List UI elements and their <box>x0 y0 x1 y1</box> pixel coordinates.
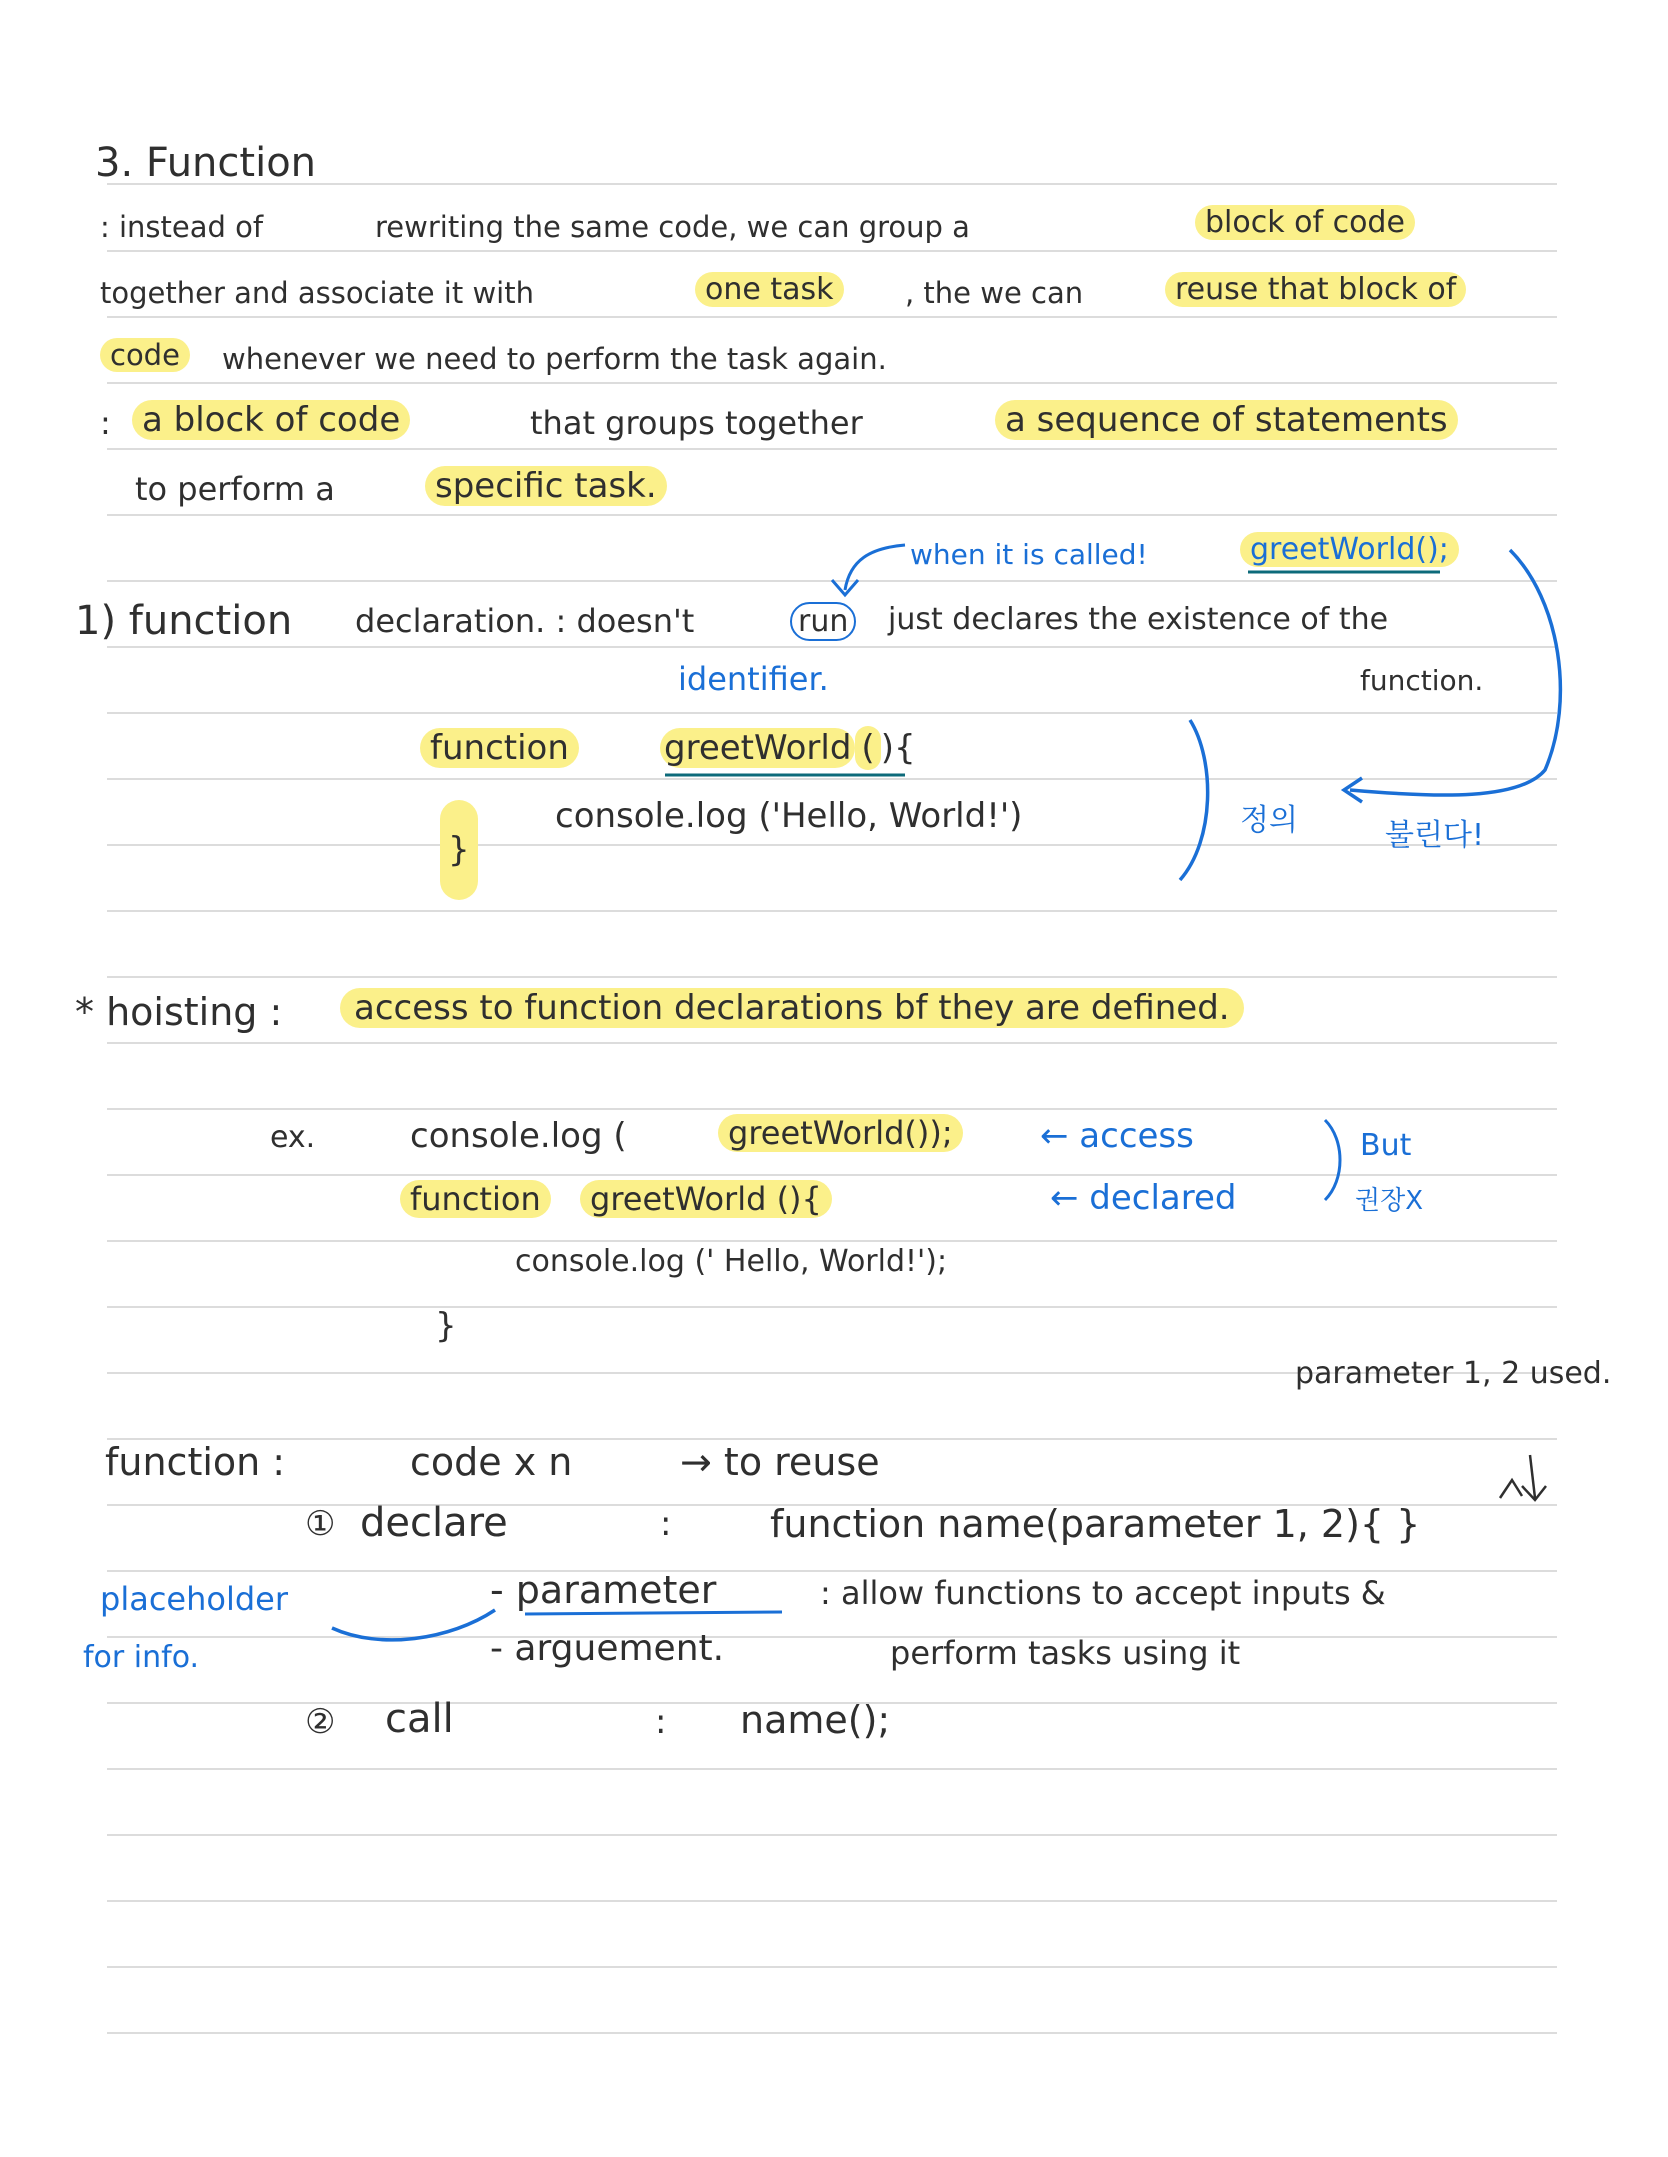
parameter-term: - parameter <box>490 1568 717 1612</box>
rule-line <box>107 514 1557 516</box>
declaration-bracket <box>1180 720 1208 880</box>
rule-line <box>107 382 1557 384</box>
rule-line <box>107 183 1557 185</box>
hoist-code-function-keyword: function <box>400 1180 551 1218</box>
function-label: function : <box>105 1440 286 1484</box>
highlight-sequence: a sequence of statements <box>995 400 1458 440</box>
hoisting-bracket <box>1325 1120 1340 1200</box>
code-keyword-function: function <box>420 728 579 768</box>
intro-text: , the we can <box>905 276 1084 310</box>
hoist-code-line-1: console.log ( <box>410 1116 627 1156</box>
hoist-code-function-name: greetWorld (){ <box>580 1180 832 1218</box>
rule-line <box>107 1042 1557 1044</box>
hoisting-label: * hoisting : <box>75 990 283 1034</box>
declaration-heading: 1) function <box>75 598 293 644</box>
parameter-underline <box>525 1612 782 1614</box>
run-word-circled: run <box>790 602 856 641</box>
parameter-hook <box>1500 1480 1522 1498</box>
intro-text: : instead of <box>100 210 264 244</box>
declare-label: declare <box>360 1500 508 1546</box>
identifier-note: identifier. <box>678 660 829 698</box>
rule-line <box>107 1900 1557 1902</box>
intro-text: whenever we need to perform the task again. <box>222 342 887 376</box>
declaration-label: declaration. : doesn't <box>355 602 695 640</box>
korean-called-note: 불린다! <box>1385 818 1484 853</box>
call-label: call <box>385 1696 454 1742</box>
rule-line <box>107 1108 1557 1110</box>
definition-text: to perform a <box>135 470 335 508</box>
rule-line <box>107 1636 1557 1638</box>
code-close-brace: } <box>440 800 478 900</box>
korean-define-note: 정의 <box>1240 803 1298 838</box>
highlight-block-of-code-2: a block of code <box>132 400 410 440</box>
declaration-text: function. <box>1360 664 1484 697</box>
call-code: name(); <box>740 1698 891 1742</box>
declare-colon: : <box>660 1504 672 1544</box>
call-colon: : <box>655 1702 667 1742</box>
for-info-note: for info. <box>83 1640 200 1675</box>
parameter-down-arrowhead <box>1522 1486 1546 1500</box>
highlight-block-of-code: block of code <box>1195 205 1415 240</box>
rule-line <box>107 316 1557 318</box>
rule-line <box>107 646 1557 648</box>
arrowhead-to-run <box>832 580 858 595</box>
parameter-description: : allow functions to accept inputs & <box>820 1574 1386 1612</box>
called-code: greetWorld(); <box>1240 532 1459 567</box>
hoisting-description: access to function declarations bf they are defined. <box>340 988 1244 1028</box>
intro-text: rewriting the same code, we can group a <box>375 210 970 244</box>
but-note: But <box>1360 1128 1412 1163</box>
rule-line <box>107 1768 1557 1770</box>
step-1-number: ① <box>305 1504 336 1544</box>
declare-code: function name(parameter 1, 2){ } <box>770 1502 1421 1546</box>
code-greetworld-group <box>660 728 916 768</box>
step-2-number: ② <box>305 1702 336 1742</box>
rule-line <box>107 1306 1557 1308</box>
argument-description: perform tasks using it <box>890 1634 1241 1672</box>
arrow-declared-note: ← declared <box>1050 1178 1237 1218</box>
code-close-paren: ){ <box>880 728 916 768</box>
hoist-code-call: greetWorld()); <box>718 1114 963 1152</box>
rule-line <box>107 1966 1557 1968</box>
definition-text: that groups together <box>530 404 863 442</box>
rule-line <box>107 1570 1557 1572</box>
rule-line <box>107 1834 1557 1836</box>
section-title: 3. Function <box>95 140 317 186</box>
hoist-code-close: } <box>435 1306 457 1346</box>
intro-text: together and associate it with <box>100 276 534 310</box>
rule-line <box>107 448 1557 450</box>
rule-line <box>107 580 1557 582</box>
definition-text: : <box>100 404 111 442</box>
highlight-specific-task: specific task. <box>425 466 667 506</box>
rule-line <box>107 712 1557 714</box>
rule-line <box>107 976 1557 978</box>
code-open-paren: ( <box>855 726 880 770</box>
placeholder-note: placeholder <box>100 1580 288 1618</box>
rule-line <box>107 910 1557 912</box>
declaration-text: just declares the existence of the <box>888 602 1389 637</box>
rule-line <box>107 2032 1557 2034</box>
arrowhead-big <box>1344 778 1362 802</box>
to-reuse: → to reuse <box>680 1440 880 1484</box>
curved-arrow-to-run <box>845 545 905 590</box>
not-recommended-note: 권장X <box>1355 1186 1424 1216</box>
rule-line <box>107 1174 1557 1176</box>
rule-line <box>107 844 1557 846</box>
parameter-used-note: parameter 1, 2 used. <box>1295 1356 1612 1391</box>
code-times-n: code x n <box>410 1440 573 1484</box>
argument-term: - arguement. <box>490 1628 725 1669</box>
called-note: when it is called! <box>910 538 1148 571</box>
highlight-code: code <box>100 338 190 372</box>
hoist-code-body: console.log (' Hello, World!'); <box>515 1244 948 1279</box>
code-greetworld-name: greetWorld <box>660 728 855 768</box>
highlight-one-task: one task <box>695 272 844 307</box>
highlight-reuse: reuse that block of <box>1165 272 1466 307</box>
code-body: console.log ('Hello, World!') <box>555 796 1023 836</box>
arrow-access-note: ← access <box>1040 1116 1194 1156</box>
parameter-down-arrow <box>1530 1455 1535 1498</box>
rule-line <box>107 778 1557 780</box>
rule-line <box>107 250 1557 252</box>
rule-line <box>107 1240 1557 1242</box>
example-label: ex. <box>270 1120 316 1155</box>
